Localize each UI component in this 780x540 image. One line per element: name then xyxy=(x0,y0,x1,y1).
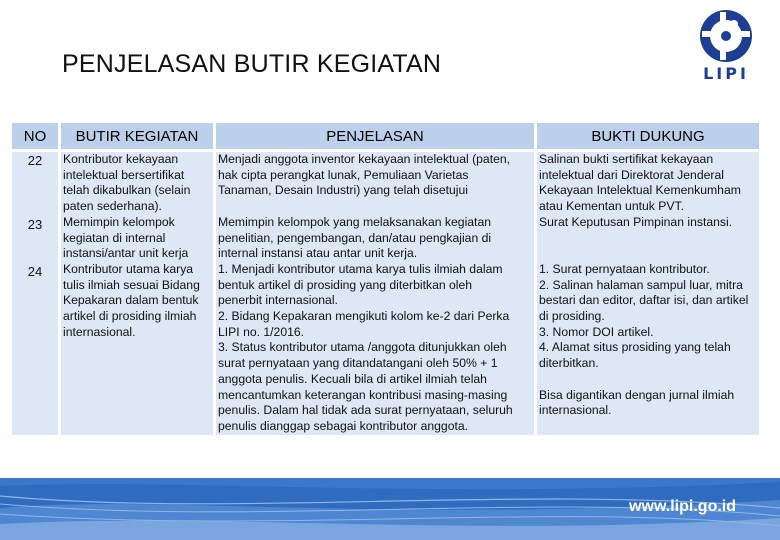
text-line: bestari dan editor, daftar isi, dan artikel xyxy=(539,293,749,308)
butir-kegiatan-cell xyxy=(61,152,213,435)
text-line: atau Kementan untuk PVT. xyxy=(539,199,684,214)
text-line: Memimpin kelompok yang melaksanakan kegiatan xyxy=(218,214,492,229)
header-penjelasan: PENJELASAN xyxy=(216,123,534,149)
text-line: kegiatan di internal xyxy=(63,230,166,245)
text-line: 1. Menjadi kontributor utama karya tulis ilmiah dalam xyxy=(218,261,503,276)
text-line: Bisa digantikan dengan jurnal ilmiah xyxy=(539,387,735,402)
text-line: Memimpin kelompok xyxy=(63,214,175,229)
text-line: mencantumkan keterangan kontribusi masing-masing xyxy=(218,387,508,402)
text-line: anggota penulis. Kecuali bila di artikel ilmiah telah xyxy=(218,371,487,386)
text-line: 1. Surat pernyataan kontributor. xyxy=(539,261,710,276)
bukti-dukung-cell xyxy=(537,152,759,435)
text-line: Kepakaran dalam bentuk xyxy=(63,293,199,308)
row-numbers-cell xyxy=(12,152,58,435)
text-line: 3. Status kontributor utama /anggota ditunjukkan oleh xyxy=(218,340,507,355)
text-line: bentuk artikel di prosiding yang diterbitkan oleh xyxy=(218,277,473,292)
text-line: Salinan bukti sertifikat kekayaan xyxy=(539,152,714,166)
text-line: internal instansi atau antar unit kerja. xyxy=(218,246,418,261)
text-line: Menjadi anggota inventor kekayaan intelektual (paten, xyxy=(218,152,511,166)
text-line: penelitian, pengembangan, dan/atau pengkajian di xyxy=(218,230,492,245)
text-line: tulis ilmiah sesuai Bidang xyxy=(63,277,200,292)
text-line: intelektual bersertifikat xyxy=(63,167,185,182)
text-line: Kekayaan Intelektual Kemenkumham xyxy=(539,183,741,198)
text-line: internasional. xyxy=(539,403,612,418)
text-line: penulis. Dalam hal tidak ada surat pernyataan, seluruh xyxy=(218,403,513,418)
text-line: artikel di prosiding ilmiah xyxy=(63,309,197,324)
text-line: LIPI no. 1/2016. xyxy=(218,324,305,339)
text-line: Surat Keputusan Pimpinan instansi. xyxy=(539,214,733,229)
text-line: penerbit internasional. xyxy=(218,293,338,308)
text-line: paten sederhana). xyxy=(63,199,162,214)
lipi-emblem-icon xyxy=(690,8,762,64)
text-line: hak cipta perangkat lunak, Pemuliaan Varietas xyxy=(218,167,469,182)
text-line: diterbitkan. xyxy=(539,356,599,371)
website-link[interactable]: www.lipi.go.id xyxy=(629,498,736,515)
text-line: internasional. xyxy=(63,324,136,339)
text-line: Kontributor kekayaan xyxy=(63,152,179,166)
row-number: 22 xyxy=(27,153,43,168)
text-line: 3. Nomor DOI artikel. xyxy=(539,324,654,339)
penjelasan-cell xyxy=(216,152,534,435)
text-line: 4. Alamat situs prosiding yang telah xyxy=(539,340,731,355)
text-line xyxy=(539,372,757,388)
lipi-logo xyxy=(690,8,762,88)
table-header-row xyxy=(12,123,759,149)
row-number: 24 xyxy=(27,264,43,279)
text-line xyxy=(539,246,757,262)
header-no: NO xyxy=(12,123,58,149)
text-line: Tanaman, Desain Industri) yang telah disetujui xyxy=(218,183,468,198)
text-line: instansi/antar unit kerja xyxy=(63,246,189,261)
text-line: intelektual dari Direktorat Jenderal xyxy=(539,167,724,182)
text-line: 2. Salinan halaman sampul luar, mitra xyxy=(539,277,743,292)
explanation-table xyxy=(9,120,762,438)
row-number: 23 xyxy=(27,217,43,232)
header-butir-kegiatan: BUTIR KEGIATAN xyxy=(61,123,213,149)
table-row xyxy=(12,152,759,435)
text-line: telah dikabulkan (selain xyxy=(63,183,191,198)
text-line: 2. Bidang Kepakaran mengikuti kolom ke-2 dari Perka xyxy=(218,309,510,324)
text-line: penulis dianggap sebagai kontributor anggota. xyxy=(218,418,469,433)
header-bukti-dukung: BUKTI DUKUNG xyxy=(537,123,759,149)
text-line: Kontributor utama karya xyxy=(63,261,194,276)
page-title: PENJELASAN BUTIR KEGIATAN xyxy=(62,50,442,78)
text-line xyxy=(218,199,532,215)
text-line: di prosiding. xyxy=(539,309,605,324)
text-line xyxy=(539,231,757,247)
logo-text: LIPI xyxy=(703,64,749,83)
text-line: surat pernyataan yang ditandatangani oleh 50% + 1 xyxy=(218,356,498,371)
